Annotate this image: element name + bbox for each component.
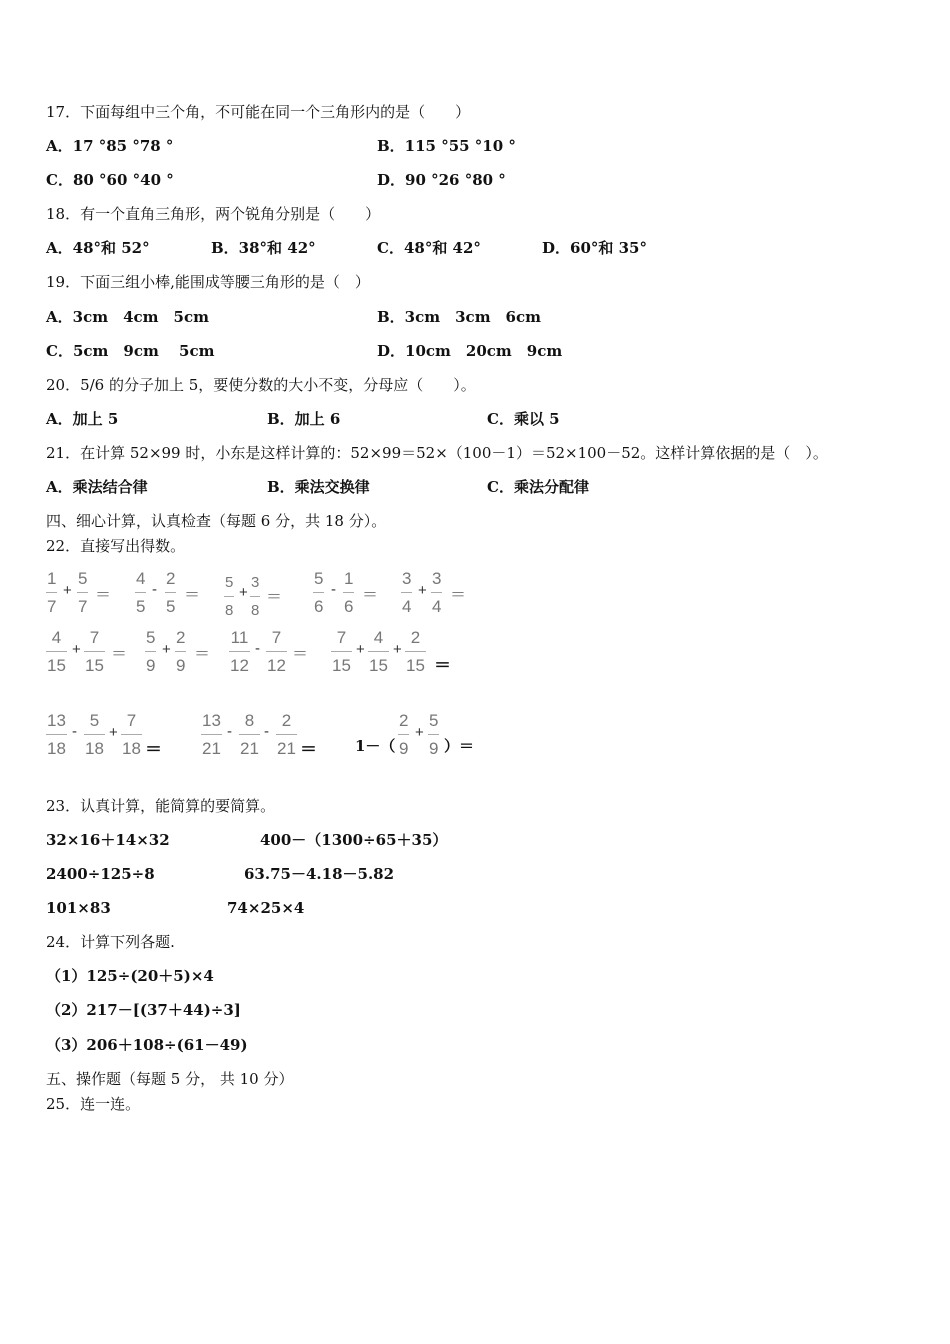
equals-sign: ＝	[434, 656, 451, 676]
q18-option-c[interactable]: C．48°和 42°	[377, 239, 481, 257]
fraction	[398, 711, 409, 759]
q20-stem: 20．5/6 的分子加上 5，要使分数的大小不变，分母应（ ）。	[46, 376, 476, 394]
fraction	[331, 628, 352, 676]
denominator: 15	[369, 656, 388, 675]
denominator: 21	[240, 739, 259, 758]
q19-stem: 19．下面三组小棒,能围成等腰三角形的是（ ）	[46, 273, 370, 291]
numerator: 5	[314, 569, 324, 588]
plus-sign: +	[356, 641, 365, 658]
denominator: 7	[78, 597, 88, 616]
q20-option-a[interactable]: A．加上 5	[46, 410, 119, 428]
plus-sign: +	[72, 641, 81, 658]
q24-item: （2）217－[(37＋44)÷3]	[46, 1001, 241, 1019]
fraction	[46, 711, 67, 759]
q25-stem: 25．连一连。	[46, 1095, 141, 1113]
numerator: 7	[271, 628, 282, 647]
denominator: 18	[85, 739, 104, 758]
minus-sign: -	[72, 723, 77, 740]
q21-option-c[interactable]: C．乘法分配律	[487, 478, 589, 496]
equals-sign: ＝	[300, 740, 317, 760]
fraction	[250, 573, 260, 621]
denominator: 9	[399, 739, 409, 758]
numerator: 7	[126, 711, 137, 730]
fraction	[229, 628, 250, 676]
numerator: 2	[166, 569, 176, 588]
fraction	[313, 569, 324, 617]
minus-sign: -	[331, 581, 336, 598]
q17-option-b[interactable]: B．115 °55 °10 °	[377, 137, 516, 155]
denominator: 9	[429, 739, 439, 758]
fraction	[224, 573, 234, 621]
fraction	[343, 569, 354, 617]
fraction	[77, 569, 88, 617]
numerator: 4	[51, 628, 62, 647]
fraction	[431, 569, 442, 617]
minus-sign: -	[152, 581, 157, 598]
q20-option-c[interactable]: C．乘以 5	[487, 410, 560, 428]
q22-stem: 22．直接写出得数。	[46, 537, 186, 555]
q21-stem: 21．在计算 52×99 时，小东是这样计算的：52×99＝52×（100－1）＝52×100－52。这样计算依据的是（ ）。	[46, 444, 828, 462]
q23-item: 32×16＋14×32	[46, 831, 170, 849]
denominator: 7	[47, 597, 57, 616]
denominator: 4	[432, 597, 442, 616]
numerator: 2	[410, 628, 421, 647]
q19-option-c[interactable]: C．5cm 9cm 5cm	[46, 342, 215, 360]
q18-option-a[interactable]: A．48°和 52°	[46, 239, 150, 257]
denominator: 12	[230, 656, 249, 675]
fraction	[46, 628, 67, 676]
one-minus: 1－（	[355, 737, 396, 755]
fraction	[46, 569, 57, 617]
equals-sign: ＝	[266, 589, 283, 606]
numerator: 7	[89, 628, 100, 647]
numerator: 5	[146, 628, 156, 647]
q19-option-b[interactable]: B．3cm 3cm 6cm	[377, 308, 542, 326]
q17-option-c[interactable]: C．80 °60 °40 °	[46, 171, 174, 189]
q23-stem: 23．认真计算，能简算的要简算。	[46, 797, 276, 815]
q24-stem: 24．计算下列各题.	[46, 933, 175, 951]
q18-stem: 18．有一个直角三角形，两个锐角分别是（ ）	[46, 205, 381, 223]
equals-sign: ＝	[450, 587, 467, 604]
fraction	[239, 711, 260, 759]
fraction	[405, 628, 426, 676]
fraction	[428, 711, 439, 759]
plus-sign: +	[239, 584, 248, 601]
denominator: 15	[85, 656, 104, 675]
denominator: 9	[146, 656, 156, 675]
q21-option-b[interactable]: B．乘法交换律	[267, 478, 370, 496]
q17-stem: 17．下面每组中三个角，不可能在同一个三角形内的是（ ）	[46, 103, 471, 121]
fraction	[121, 711, 142, 759]
numerator: 1	[344, 569, 354, 588]
fraction	[84, 628, 105, 676]
equals-sign: ＝	[362, 587, 379, 604]
minus-sign: -	[255, 640, 260, 657]
denominator: 21	[202, 739, 221, 758]
plus-sign: +	[418, 582, 427, 599]
denominator: 12	[267, 656, 286, 675]
fraction	[368, 628, 389, 676]
section-5-heading: 五、操作题（每题 5 分， 共 10 分）	[46, 1070, 294, 1088]
q21-option-a[interactable]: A．乘法结合律	[46, 478, 148, 496]
q19-option-a[interactable]: A．3cm 4cm 5cm	[46, 308, 209, 326]
numerator: 11	[230, 628, 249, 647]
q17-option-a[interactable]: A．17 °85 °78 °	[46, 137, 174, 155]
numerator: 4	[136, 569, 146, 588]
numerator: 4	[373, 628, 384, 647]
equals-sign: ＝	[95, 587, 112, 604]
denominator: 6	[344, 597, 354, 616]
numerator: 5	[78, 569, 88, 588]
q23-item: 2400÷125÷8	[46, 865, 155, 883]
numerator: 8	[244, 711, 255, 730]
numerator: 5	[225, 574, 234, 591]
fraction	[145, 628, 156, 676]
numerator: 3	[251, 574, 260, 591]
fraction	[276, 711, 297, 759]
denominator: 18	[47, 739, 66, 758]
plus-sign: +	[415, 724, 424, 741]
minus-sign: -	[227, 723, 232, 740]
q20-option-b[interactable]: B．加上 6	[267, 410, 341, 428]
fraction	[401, 569, 412, 617]
fraction	[175, 628, 186, 676]
equals-sign: ＝	[111, 646, 128, 663]
q24-item: （3）206＋108÷(61－49)	[46, 1036, 248, 1054]
numerator: 3	[402, 569, 412, 588]
denominator: 5	[166, 597, 176, 616]
denominator: 15	[406, 656, 425, 675]
numerator: 3	[432, 569, 442, 588]
equals-sign: ＝	[194, 646, 211, 663]
equals-sign: ＝	[184, 587, 201, 604]
fraction	[165, 569, 176, 617]
numerator: 5	[429, 711, 439, 730]
plus-sign: +	[109, 724, 118, 741]
q24-item: （1）125÷(20＋5)×4	[46, 967, 214, 985]
q18-option-b[interactable]: B．38°和 42°	[211, 239, 316, 257]
equals-sign: ＝	[145, 740, 162, 760]
plus-sign: +	[162, 641, 171, 658]
minus-sign: -	[264, 723, 269, 740]
plus-sign: +	[63, 582, 72, 599]
denominator: 6	[314, 597, 324, 616]
q18-option-d[interactable]: D．60°和 35°	[542, 239, 647, 257]
numerator: 13	[202, 711, 221, 730]
numerator: 2	[176, 628, 186, 647]
q23-item: 74×25×4	[227, 899, 305, 917]
denominator: 15	[47, 656, 66, 675]
plus-sign: +	[393, 641, 402, 658]
q19-option-d[interactable]: D．10cm 20cm 9cm	[377, 342, 563, 360]
fraction	[266, 628, 287, 676]
numerator: 1	[47, 569, 57, 588]
q17-option-d[interactable]: D．90 °26 °80 °	[377, 171, 506, 189]
fraction	[84, 711, 105, 759]
fraction	[201, 711, 222, 759]
numerator: 5	[89, 711, 100, 730]
denominator: 5	[136, 597, 146, 616]
q23-item: 400－（1300÷65＋35）	[260, 831, 448, 849]
denominator: 15	[332, 656, 351, 675]
denominator: 9	[176, 656, 186, 675]
denominator: 8	[225, 602, 234, 619]
close-paren-equals: ）＝	[444, 737, 475, 755]
numerator: 2	[399, 711, 409, 730]
section-4-heading: 四、细心计算，认真检查（每题 6 分，共 18 分）。	[46, 512, 387, 530]
numerator: 13	[47, 711, 66, 730]
numerator: 7	[336, 628, 347, 647]
equals-sign: ＝	[292, 646, 309, 663]
numerator: 2	[281, 711, 292, 730]
denominator: 4	[402, 597, 412, 616]
q23-item: 63.75－4.18－5.82	[244, 865, 395, 883]
fraction	[135, 569, 146, 617]
denominator: 18	[122, 739, 141, 758]
q23-item: 101×83	[46, 899, 111, 917]
denominator: 21	[277, 739, 296, 758]
denominator: 8	[251, 602, 260, 619]
